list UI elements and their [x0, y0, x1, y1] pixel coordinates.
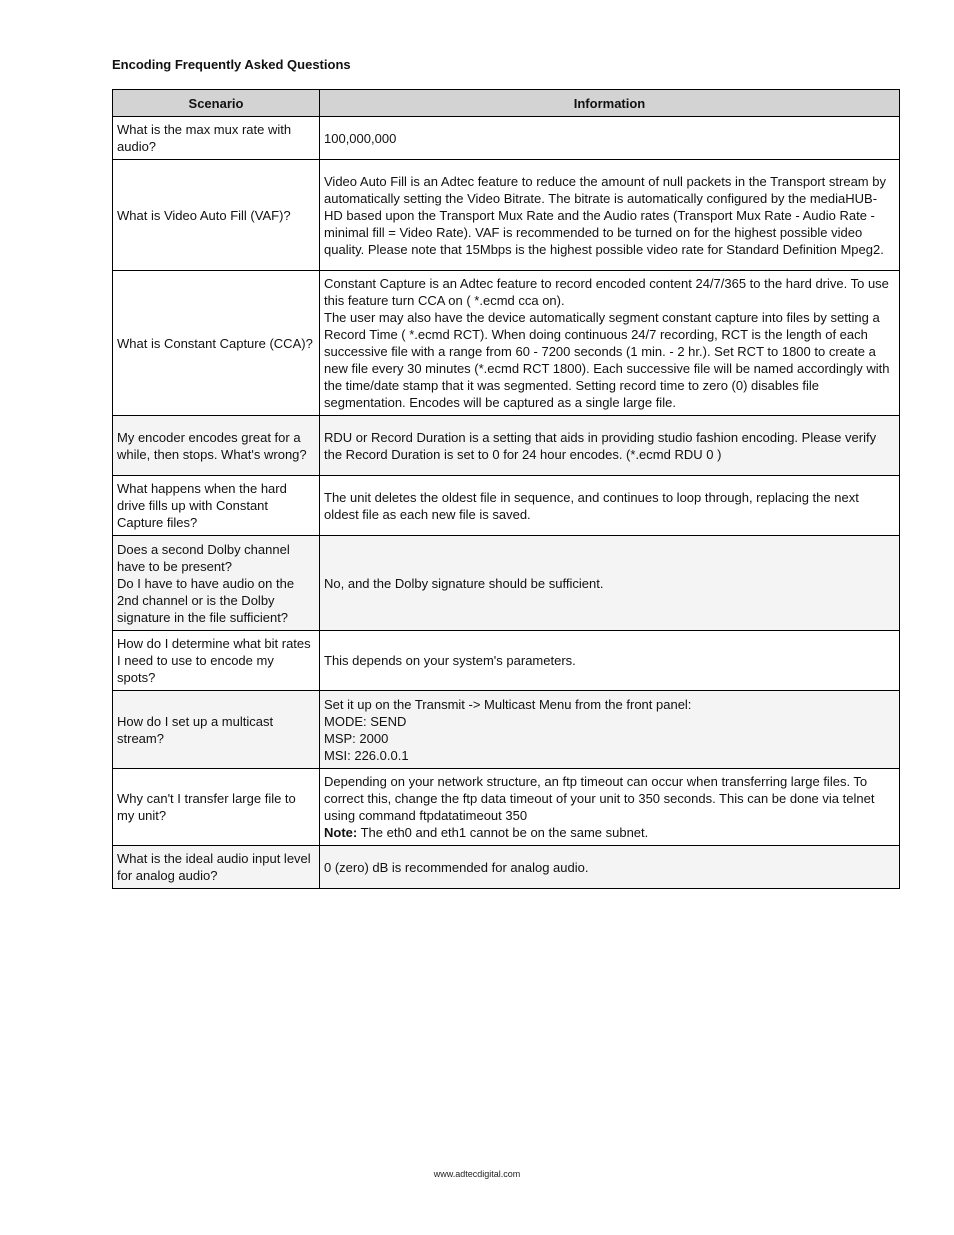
page-title: Encoding Frequently Asked Questions: [112, 57, 351, 72]
information-cell: 100,000,000: [320, 117, 900, 160]
information-cell: Depending on your network structure, an ftp timeout can occur when transferring large files. To correct this, change the ftp data timeout of your unit to 350 seconds. This can be done via telnet using command ftpdatatimeout 350 Note: The eth0 and eth1 cannot be on the same subnet.: [320, 769, 900, 846]
note-text: The eth0 and eth1 cannot be on the same subnet.: [357, 825, 649, 840]
faq-table: [112, 89, 900, 889]
table-row: [113, 691, 900, 769]
scenario-cell: My encoder encodes great for a while, then stops. What's wrong?: [113, 416, 320, 476]
scenario-cell: What is the ideal audio input level for analog audio?: [113, 846, 320, 889]
column-header-scenario: Scenario: [113, 90, 320, 117]
footer-url: www.adtecdigital.com: [433, 1169, 521, 1179]
table-row: [113, 117, 900, 160]
information-cell: No, and the Dolby signature should be sufficient.: [320, 536, 900, 631]
note-label: Note:: [324, 825, 358, 840]
information-cell: Set it up on the Transmit -> Multicast Menu from the front panel: MODE: SEND MSP: 2000 MSI: 226.0.0.1: [320, 691, 900, 769]
scenario-cell: How do I determine what bit rates I need to use to encode my spots?: [113, 631, 320, 691]
table-row: [113, 536, 900, 631]
table-row: [113, 631, 900, 691]
information-cell: Constant Capture is an Adtec feature to record encoded content 24/7/365 to the hard drive. To use this feature turn CCA on ( *.ecmd cca on). The user may also have the device automatically segment constant capture into files by setting a Record Time ( *.ecmd RCT). When doing continuous 24/7 recording, RCT is the length of each successive file with a range from 60 - 7200 seconds (1 min. - 2 hr.). Set RCT to 1800 to create a new file every 30 minutes (*.ecmd RCT 1800). Each successive file will be named accordingly with the time/date stamp that it was segmented. Setting record time to zero (0) disables file segmentation. Encodes will be captured as a single large file.: [320, 271, 900, 416]
scenario-cell: What is Video Auto Fill (VAF)?: [113, 160, 320, 271]
information-cell: This depends on your system's parameters.: [320, 631, 900, 691]
scenario-cell: What is the max mux rate with audio?: [113, 117, 320, 160]
table-row: [113, 769, 900, 846]
table-header-row: [113, 90, 900, 117]
table-row: [113, 160, 900, 271]
scenario-cell: What is Constant Capture (CCA)?: [113, 271, 320, 416]
information-cell: 0 (zero) dB is recommended for analog audio.: [320, 846, 900, 889]
table-row: [113, 476, 900, 536]
table-row: [113, 271, 900, 416]
column-header-information: Information: [320, 90, 900, 117]
note-line: [324, 824, 894, 841]
information-cell: Video Auto Fill is an Adtec feature to reduce the amount of null packets in the Transport stream by automatically setting the Video Bitrate. The bitrate is automatically configured by the mediaHUB-HD based upon the Transport Mux Rate and the Audio rates (Transport Mux Rate - Audio Rate - minimal fill = Video Rate). VAF is recommended to be turned on for the highest possible video quality. Please note that 15Mbps is the highest possible video rate for Standard Definition Mpeg2.: [320, 160, 900, 271]
scenario-cell: Why can't I transfer large file to my unit?: [113, 769, 320, 846]
information-cell: The unit deletes the oldest file in sequence, and continues to loop through, replacing the next oldest file as each new file is saved.: [320, 476, 900, 536]
table-row: [113, 416, 900, 476]
scenario-cell: Does a second Dolby channel have to be present? Do I have to have audio on the 2nd channel or is the Dolby signature in the file sufficient?: [113, 536, 320, 631]
information-cell: RDU or Record Duration is a setting that aids in providing studio fashion encoding. Please verify the Record Duration is set to 0 for 24 hour encodes. (*.ecmd RDU 0 ): [320, 416, 900, 476]
scenario-cell: How do I set up a multicast stream?: [113, 691, 320, 769]
table-row: [113, 846, 900, 889]
scenario-cell: What happens when the hard drive fills up with Constant Capture files?: [113, 476, 320, 536]
